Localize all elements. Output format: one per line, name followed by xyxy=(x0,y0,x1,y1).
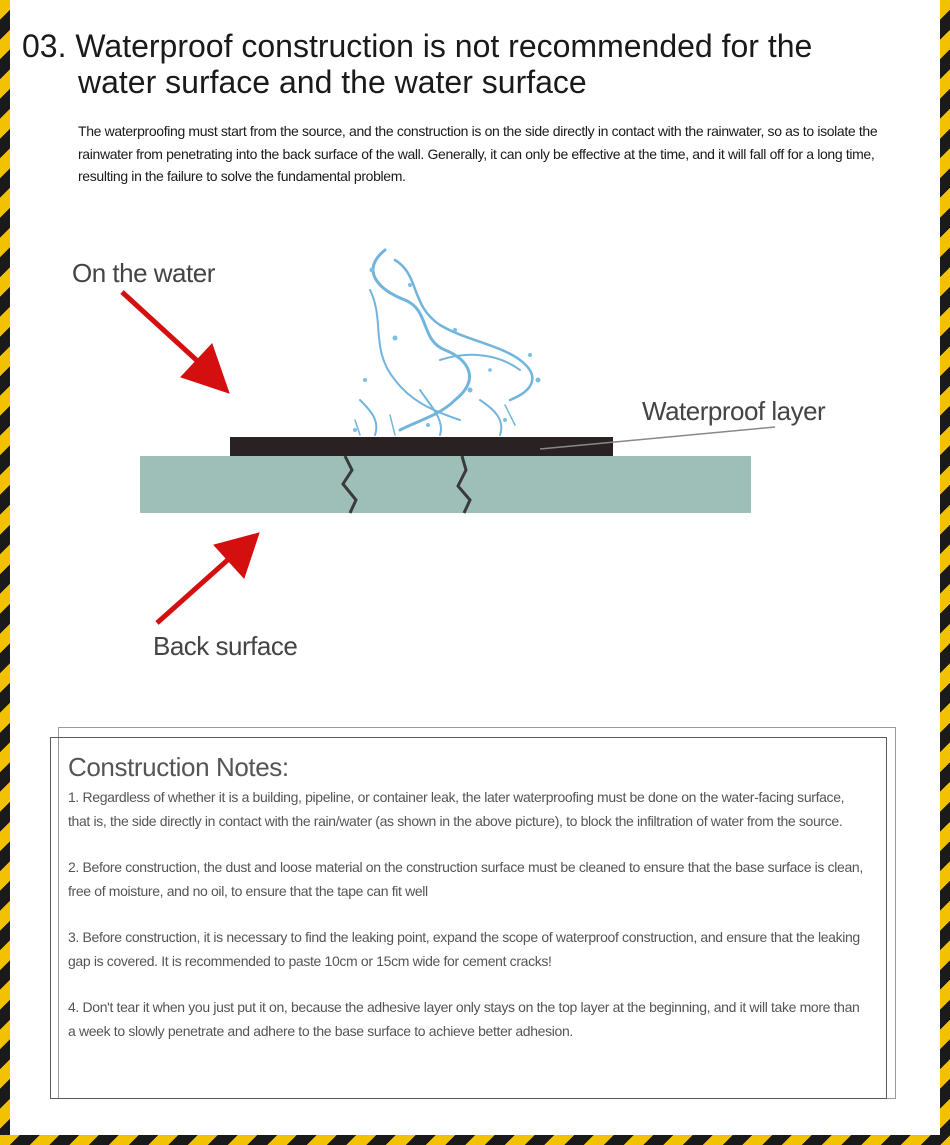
diagram-graphic xyxy=(0,230,950,680)
arrow-on-water-icon xyxy=(122,292,229,393)
construction-notes xyxy=(68,752,868,1065)
title-line-1: 03. Waterproof construction is not recommended for the xyxy=(22,28,813,64)
page-title xyxy=(22,28,902,100)
water-splash-icon xyxy=(355,250,532,435)
intro-paragraph: The waterproofing must start from the source, and the construction is on the side directly in contact with the rainwater, so as to isolate the rainwater from penetrating into the back surface of the wall. Generally, it can only be effective at the time, and it will fall off for a long time, resulting in the failure to solve the fundamental problem. xyxy=(78,123,878,184)
hazard-stripe-bottom xyxy=(0,1135,950,1145)
waterproof-membrane xyxy=(230,437,613,456)
note-item-4: 4. Don't tear it when you just put it on, because the adhesive layer only stays on the top layer at the beginning, and it will take more than a week to slowly penetrate and adhere to the base surface to achieve better adhesion. xyxy=(68,999,860,1039)
concrete-slab xyxy=(140,456,751,513)
waterproof-diagram xyxy=(0,230,950,680)
label-waterproof-layer: Waterproof layer xyxy=(642,396,826,426)
label-back-surface: Back surface xyxy=(153,631,298,661)
notes-title: Construction Notes: xyxy=(68,752,289,782)
note-item-1: 1. Regardless of whether it is a building, pipeline, or container leak, the later waterproofing must be done on the water-facing surface, that is, the side directly in contact with the rain/water (as shown in the above picture), to block the infiltration of water from the source. xyxy=(68,789,845,829)
title-line-2: water surface and the water surface xyxy=(78,64,587,100)
arrow-back-surface-icon xyxy=(157,533,259,623)
note-item-3: 3. Before construction, it is necessary to find the leaking point, expand the scope of waterproof construction, and ensure that the leaking gap is covered. It is recommended to paste 10cm or 15cm wide for cement cracks! xyxy=(68,929,860,969)
note-item-2: 2. Before construction, the dust and loose material on the construction surface must be cleaned to ensure that the base surface is clean, free of moisture, and no oil, to ensure that the tape can fit well xyxy=(68,859,863,899)
label-on-the-water: On the water xyxy=(72,258,215,288)
